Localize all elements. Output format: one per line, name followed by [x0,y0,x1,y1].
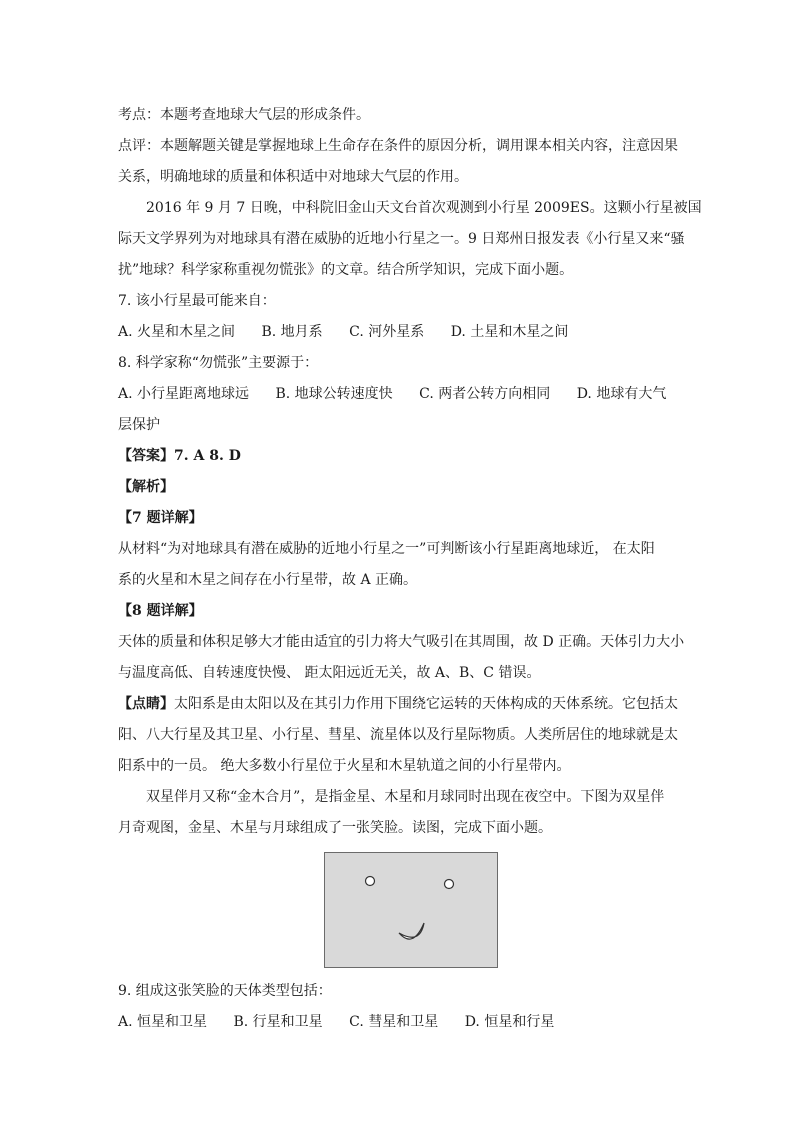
passage1-line-1: 2016 年 9 月 7 日晚，中科院旧金山天文台首次观测到小行星 2009ES。这颗小行星被国 [146,200,702,216]
dianping-line-1: 点评：本题解题关键是掌握地球上生命存在条件的原因分析，调用课本相关内容，注意因果 [118,138,678,154]
kaodian-line: 考点：本题考查地球大气层的形成条件。 [118,107,370,123]
q7-detail-line-2: 系的火星和木星之间存在小行星带，故 A 正确。 [118,572,418,588]
q8-option-d: D. 地球有大气 [576,386,667,402]
q8-detail-heading: 【8 题详解】 [118,603,203,619]
q7-options [118,317,678,348]
q9-option-a: A. 恒星和卫星 [118,1014,208,1030]
smiley-face-drawing [325,853,497,967]
passage2-line-1: 双星伴月又称“金木合月”，是指金星、木星和月球同时出现在夜空中。下图为双星伴 [146,789,665,805]
smiley-face-figure [324,852,498,968]
jupiter-circle [445,880,454,889]
passage1-line-2: 际天文学界列为对地球具有潜在威胁的近地小行星之一。9 日郑州日报发表《小行星又来“骚 [118,231,685,247]
dianping-line-2: 关系，明确地球的质量和体积适中对地球大气层的作用。 [118,169,468,185]
analysis-heading: 【解析】 [118,479,174,495]
dianjing-text-1: 太阳系是由太阳以及在其引力作用下围绕它运转的天体构成的天体系统。它包括太 [174,696,678,712]
q8-detail-line-1: 天体的质量和体积足够大才能由适宜的引力将大气吸引在其周围，故 D 正确。天体引力大小 [118,634,685,650]
dianjing-line-1 [118,689,678,720]
q8-option-a: A. 小行星距离地球远 [118,386,250,402]
q9-options [118,1007,678,1038]
q9-stem: 9. 组成这张笑脸的天体类型包括： [118,983,332,999]
q7-detail-heading: 【7 题详解】 [118,510,203,526]
q8-detail-line-2: 与温度高低、自转速度快慢、 距太阳远近无关，故 A、B、C 错误。 [118,665,541,681]
q7-option-d: D. 土星和木星之间 [450,324,569,340]
q9-option-c: C. 彗星和卫星 [349,1014,439,1030]
q8-option-d-continued: 层保护 [118,417,160,433]
q9-option-d: D. 恒星和行星 [464,1014,555,1030]
venus-circle [366,877,375,886]
passage1-line-3: 扰”地球？科学家称重视勿慌张》的文章。结合所学知识，完成下面小题。 [118,262,574,278]
dianjing-line-3: 阳系中的一员。 绝大多数小行星位于火星和木星轨道之间的小行星带内。 [118,758,571,774]
q7-detail-line-1: 从材料“为对地球具有潜在威胁的近地小行星之一”可判断该小行星距离地球近， 在太阳 [118,541,655,557]
q7-option-c: C. 河外星系 [349,324,425,340]
q8-option-b: B. 地球公转速度快 [275,386,393,402]
crescent-moon [399,923,424,939]
q9-option-b: B. 行星和卫星 [233,1014,323,1030]
q7-stem: 7. 该小行星最可能来自： [118,293,276,309]
q7-option-a: A. 火星和木星之间 [118,324,236,340]
q8-options [118,379,678,410]
q8-stem: 8. 科学家称“勿慌张”主要源于： [118,355,319,371]
document-page [118,100,702,1038]
dianjing-label: 【点睛】 [118,696,174,712]
q8-option-c: C. 两者公转方向相同 [419,386,551,402]
dianjing-line-2: 阳、八大行星及其卫星、小行星、彗星、流星体以及行星际物质。人类所居住的地球就是太 [118,727,678,743]
answer-line: 【答案】7. A 8. D [118,448,241,464]
passage2-line-2: 月奇观图，金星、木星与月球组成了一张笑脸。读图，完成下面小题。 [118,820,552,836]
q7-option-b: B. 地月系 [261,324,323,340]
